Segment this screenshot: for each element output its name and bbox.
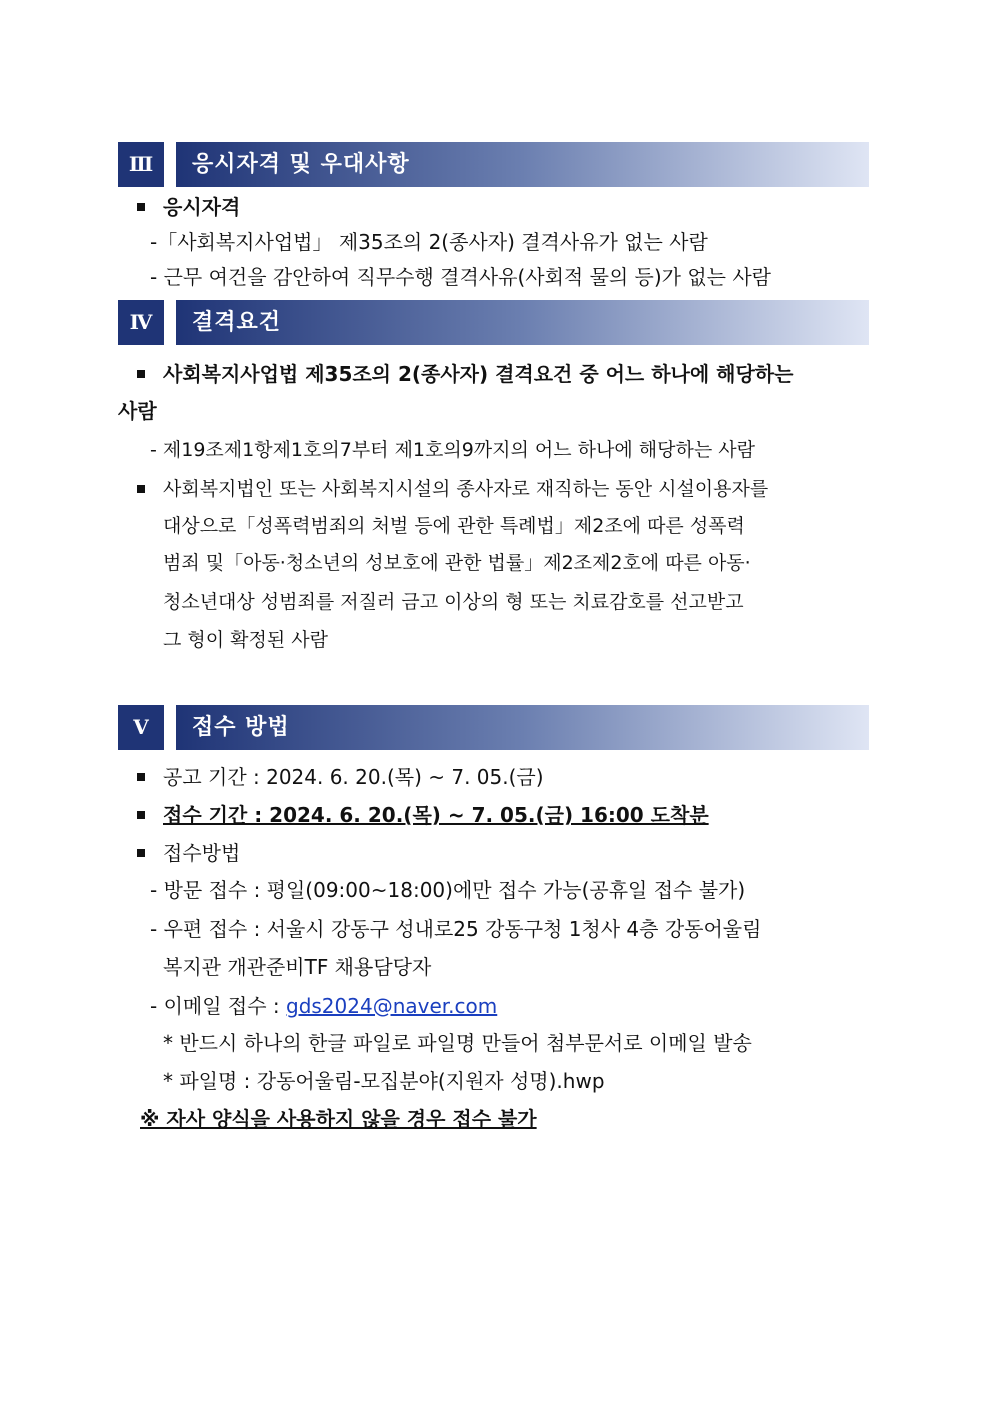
disqualification-item: - 제19조제1항제1호의7부터 제1호의9까지의 어느 하나에 해당하는 사람 (150, 439, 755, 461)
disqualification-para-line: 청소년대상 성범죄를 저질러 금고 이상의 형 또는 치료감호를 선고받고 (163, 591, 744, 613)
email-note: * 반드시 하나의 한글 파일로 파일명 만들어 첨부문서로 이메일 발송 (163, 1031, 752, 1055)
receipt-method-heading: 접수방법 (137, 840, 240, 866)
bullet-icon (137, 811, 145, 819)
section-title: 결격요건 (192, 310, 282, 335)
notice-period: 공고 기간 : 2024. 6. 20.(목) ~ 7. 05.(금) (137, 764, 544, 790)
section-header-3 (118, 142, 869, 187)
bullet-icon (137, 485, 145, 493)
mail-receipt: - 우편 접수 : 서울시 강동구 성내로25 강동구청 1청사 4층 강동어울림 (150, 917, 762, 941)
bullet-icon (137, 203, 145, 211)
disqualification-para-line: 사회복지법인 또는 사회복지시설의 종사자로 재직하는 동안 시설이용자를 (163, 478, 769, 500)
mail-receipt-cont: 복지관 개관준비TF 채용담당자 (163, 955, 432, 979)
disqualification-heading: 사회복지사업법 제35조의 2(종사자) 결격요건 중 어느 하나에 해당하는 (137, 361, 793, 387)
section-title: 응시자격 및 우대사항 (192, 152, 410, 177)
section-number: Ⅴ (118, 705, 164, 750)
section-bar (176, 142, 869, 187)
disqualification-para-line: 범죄 및「아동·청소년의 성보호에 관한 법률」제2조제2호에 따른 아동· (163, 552, 751, 574)
disqualification-heading-cont: 사람 (118, 399, 157, 423)
section-header-5 (118, 705, 869, 750)
warning-note: ※ 자사 양식을 사용하지 않을 경우 접수 불가 (140, 1107, 537, 1131)
bullet-icon (137, 849, 145, 857)
filename-note: * 파일명 : 강동어울림-모집분야(지원자 성명).hwp (163, 1069, 605, 1093)
qualification-item: - 근무 여건을 감안하여 직무수행 결격사유(사회적 물의 등)가 없는 사람 (150, 265, 771, 289)
disqualification-para-line: 그 형이 확정된 사람 (163, 629, 328, 651)
qualification-item: -「사회복지사업법」 제35조의 2(종사자) 결격사유가 없는 사람 (150, 230, 708, 254)
bullet-icon-wrap (137, 476, 163, 502)
section-bar (176, 705, 869, 750)
section-header-4 (118, 300, 869, 345)
section-number: Ⅲ (118, 142, 164, 187)
qualification-heading: 응시자격 (137, 194, 240, 220)
bullet-icon (137, 370, 145, 378)
section-number: Ⅳ (118, 300, 164, 345)
disqualification-para-line: 대상으로「성폭력범죄의 처벌 등에 관한 특례법」제2조에 따른 성폭력 (163, 515, 745, 537)
visit-receipt: - 방문 접수 : 평일(09:00~18:00)에만 접수 가능(공휴일 접수 불가) (150, 878, 746, 902)
email-link[interactable]: gds2024@naver.com (286, 994, 498, 1018)
email-receipt: - 이메일 접수 : gds2024@naver.com (150, 994, 498, 1018)
section-bar (176, 300, 869, 345)
bullet-icon (137, 773, 145, 781)
section-title: 접수 방법 (192, 715, 290, 740)
receipt-period: 접수 기간 : 2024. 6. 20.(목) ~ 7. 05.(금) 16:00 도착분 (137, 802, 709, 828)
